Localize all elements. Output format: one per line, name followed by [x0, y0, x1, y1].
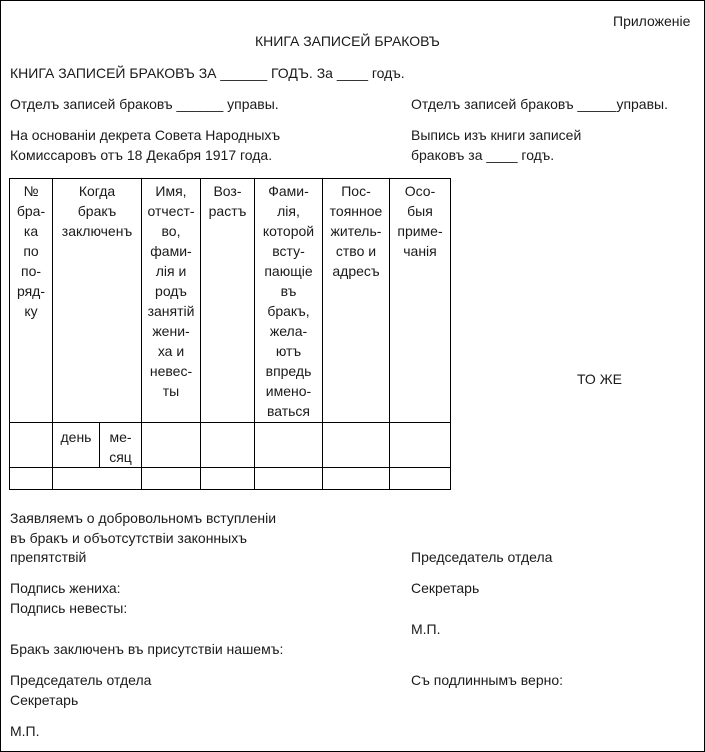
book-year-line: КНИГА ЗАПИСЕЙ БРАКОВЪ ЗА ______ ГОДЪ. За ____ годъ.	[10, 65, 405, 81]
declaration-line-3: препятствій	[10, 549, 87, 565]
table-cell	[201, 423, 255, 468]
appendix-label: Приложеніе	[613, 13, 691, 29]
seal-right: М.П.	[411, 621, 441, 637]
declaration-line-2: въ бракъ и объотсутствіи законныхъ	[10, 530, 247, 546]
column-header-month: ме- сяц	[100, 423, 142, 468]
same-label: ТО ЖЕ	[577, 371, 622, 387]
decree-line-2: Комиссаровъ отъ 18 Декабря 1917 года.	[10, 147, 273, 163]
table-subheader-row	[10, 423, 451, 468]
table-cell	[323, 423, 390, 468]
table-cell	[142, 423, 201, 468]
department-left: Отделъ записей браковъ ______ управы.	[10, 96, 279, 112]
chairman-right: Председатель отдела	[411, 549, 553, 565]
extract-line-1: Выпись изъ книги записей	[411, 127, 582, 143]
table-cell	[10, 423, 53, 468]
column-header-residence: Пос- тоянное житель- ство и адресъ	[323, 179, 390, 423]
table-cell	[201, 468, 255, 490]
document-title: КНИГА ЗАПИСЕЙ БРАКОВЪ	[255, 33, 440, 49]
secretary-left: Секретарь	[10, 692, 79, 708]
certified-true: Съ подлиннымъ верно:	[411, 672, 564, 688]
extract-line-2: браковъ за ____ годъ.	[411, 147, 555, 163]
department-right: Отделъ записей браковъ _____управы.	[411, 96, 668, 112]
seal-left: М.П.	[10, 723, 40, 739]
bride-signature: Подпись невесты:	[10, 600, 128, 616]
declaration-line-1: Заявляемъ о добровольномъ вступленіи	[10, 510, 277, 526]
table-cell	[323, 468, 390, 490]
concluded-in-presence: Бракъ заключенъ въ присутствіи нашемъ:	[10, 641, 284, 657]
table-cell	[255, 468, 323, 490]
secretary-right: Секретарь	[411, 580, 480, 596]
column-header-day: день	[53, 423, 100, 468]
column-header-age: Воз- растъ	[201, 179, 255, 423]
groom-signature: Подпись жениха:	[10, 580, 121, 596]
chairman-left: Председатель отдела	[10, 672, 152, 688]
decree-line-1: На основаніи декрета Совета Народныхъ	[10, 127, 281, 143]
table-header-row	[10, 179, 451, 423]
table-cell	[390, 423, 451, 468]
table-cell	[142, 468, 201, 490]
table-cell	[10, 468, 53, 490]
column-header-when: Когда бракъ заключенъ	[53, 179, 142, 423]
column-header-names: Имя, отчест- во, фами- лія и родъ занятій жени- ха и невес- ты	[142, 179, 201, 423]
column-header-notes: Осо- быя приме- чанія	[390, 179, 451, 423]
marriage-register-table	[9, 178, 451, 490]
table-row	[10, 468, 451, 490]
table-cell	[390, 468, 451, 490]
table-cell	[255, 423, 323, 468]
column-header-surname: Фами- лія, которой всту- пающіе въ бракъ, жела- ютъ впредь имено- ваться	[255, 179, 323, 423]
column-header-number: № бра- ка по по- ряд- ку	[10, 179, 53, 423]
table-cell	[53, 468, 142, 490]
